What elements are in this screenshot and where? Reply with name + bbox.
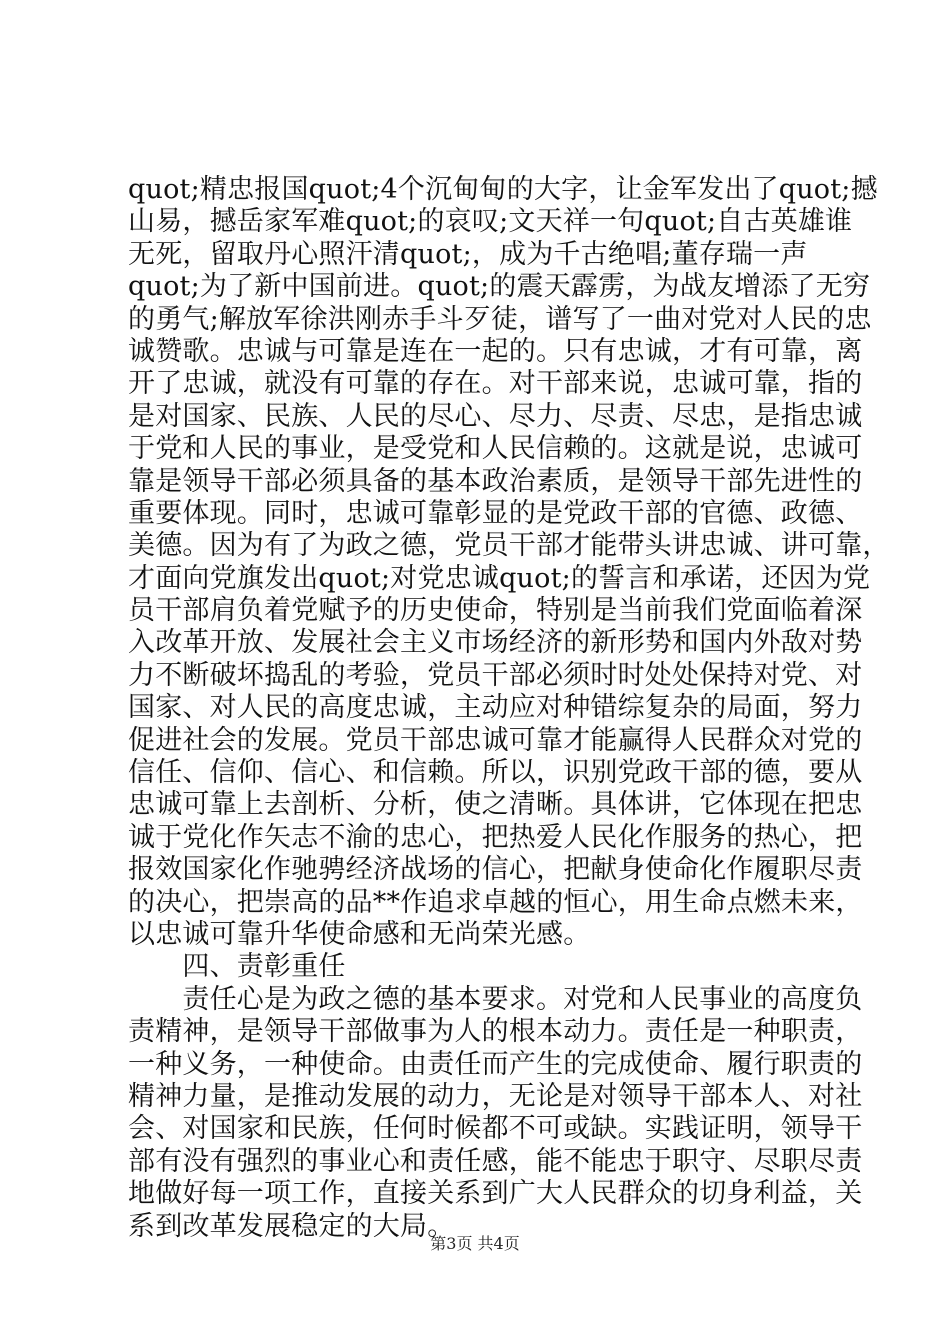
text-line: 地做好每一项工作，直接关系到广大人民群众的切身利益，关 <box>128 1178 863 1210</box>
text-line: 责精神，是领导干部做事为人的根本动力。责任是一种职责， <box>128 1016 863 1048</box>
text-line: 责任心是为政之德的基本要求。对党和人民事业的高度负 <box>128 983 863 1015</box>
text-line: 一种义务，一种使命。由责任而产生的完成使命、履行职责的 <box>128 1048 863 1080</box>
section-heading: 四、责彰重任 <box>128 951 346 983</box>
text-line: quot;为了新中国前进。quot;的震天霹雳，为战友增添了无穷 <box>128 271 871 303</box>
text-line: 系到改革发展稳定的大局。 <box>128 1210 455 1242</box>
text-line: 无死，留取丹心照汗清quot;，成为千古绝唱;董存瑞一声 <box>128 238 808 270</box>
text-line: 以忠诚可靠升华使命感和无尚荣光感。 <box>128 918 591 950</box>
text-line: 信任、信仰、信心、和信赖。所以，识别党政干部的德，要从 <box>128 757 863 789</box>
text-line: 诚于党化作矢志不渝的忠心，把热爱人民化作服务的热心，把 <box>128 821 863 853</box>
text-line: 忠诚可靠上去剖析、分析，使之清晰。具体讲，它体现在把忠 <box>128 789 863 821</box>
text-line: 促进社会的发展。党员干部忠诚可靠才能赢得人民群众对党的 <box>128 724 863 756</box>
text-line: quot;精忠报国quot;4个沉甸甸的大字，让金军发出了quot;撼 <box>128 174 878 205</box>
text-line: 是对国家、民族、人民的尽心、尽力、尽责、尽忠，是指忠诚 <box>128 400 863 432</box>
text-line: 员干部肩负着党赋予的历史使命，特别是当前我们党面临着深 <box>128 595 863 627</box>
text-line: 诚赞歌。忠诚与可靠是连在一起的。只有忠诚，才有可靠，离 <box>128 335 863 367</box>
text-line: 的决心，把崇高的品**作追求卓越的恒心，用生命点燃未来， <box>128 886 863 918</box>
text-line: 会、对国家和民族，任何时候都不可或缺。实践证明，领导干 <box>128 1113 863 1145</box>
text-line: 才面向党旗发出quot;对党忠诚quot;的誓言和承诺，还因为党 <box>128 562 871 594</box>
text-line: 于党和人民的事业，是受党和人民信赖的。这就是说，忠诚可 <box>128 433 863 465</box>
text-line: 靠是领导干部必须具备的基本政治素质，是领导干部先进性的 <box>128 465 863 497</box>
text-line: 部有没有强烈的事业心和责任感，能不能忠于职守、尽职尽责 <box>128 1145 863 1177</box>
text-line: 入改革开放、发展社会主义市场经济的新形势和国内外敌对势 <box>128 627 863 659</box>
text-line: 精神力量，是推动发展的动力，无论是对领导干部本人、对社 <box>128 1080 863 1112</box>
text-line: 国家、对人民的高度忠诚，主动应对种错综复杂的局面，努力 <box>128 692 863 724</box>
text-line: 开了忠诚，就没有可靠的存在。对干部来说，忠诚可靠，指的 <box>128 368 863 400</box>
text-line: 报效国家化作驰骋经济战场的信心，把献身使命化作履职尽责 <box>128 854 863 886</box>
document-body <box>128 174 890 1243</box>
page-number-footer: 第3页 共4页 <box>430 1234 520 1253</box>
text-line: 山易，撼岳家军难quot;的哀叹;文天祥一句quot;自古英雄谁 <box>128 206 853 238</box>
text-line: 美德。因为有了为政之德，党员干部才能带头讲忠诚、讲可靠， <box>128 530 890 562</box>
text-line: 重要体现。同时，忠诚可靠彰显的是党政干部的官德、政德、 <box>128 497 863 529</box>
text-line: 力不断破坏捣乱的考验，党员干部必须时时处处保持对党、对 <box>128 659 863 691</box>
text-line: 的勇气;解放军徐洪刚赤手斗歹徒，谱写了一曲对党对人民的忠 <box>128 303 872 335</box>
